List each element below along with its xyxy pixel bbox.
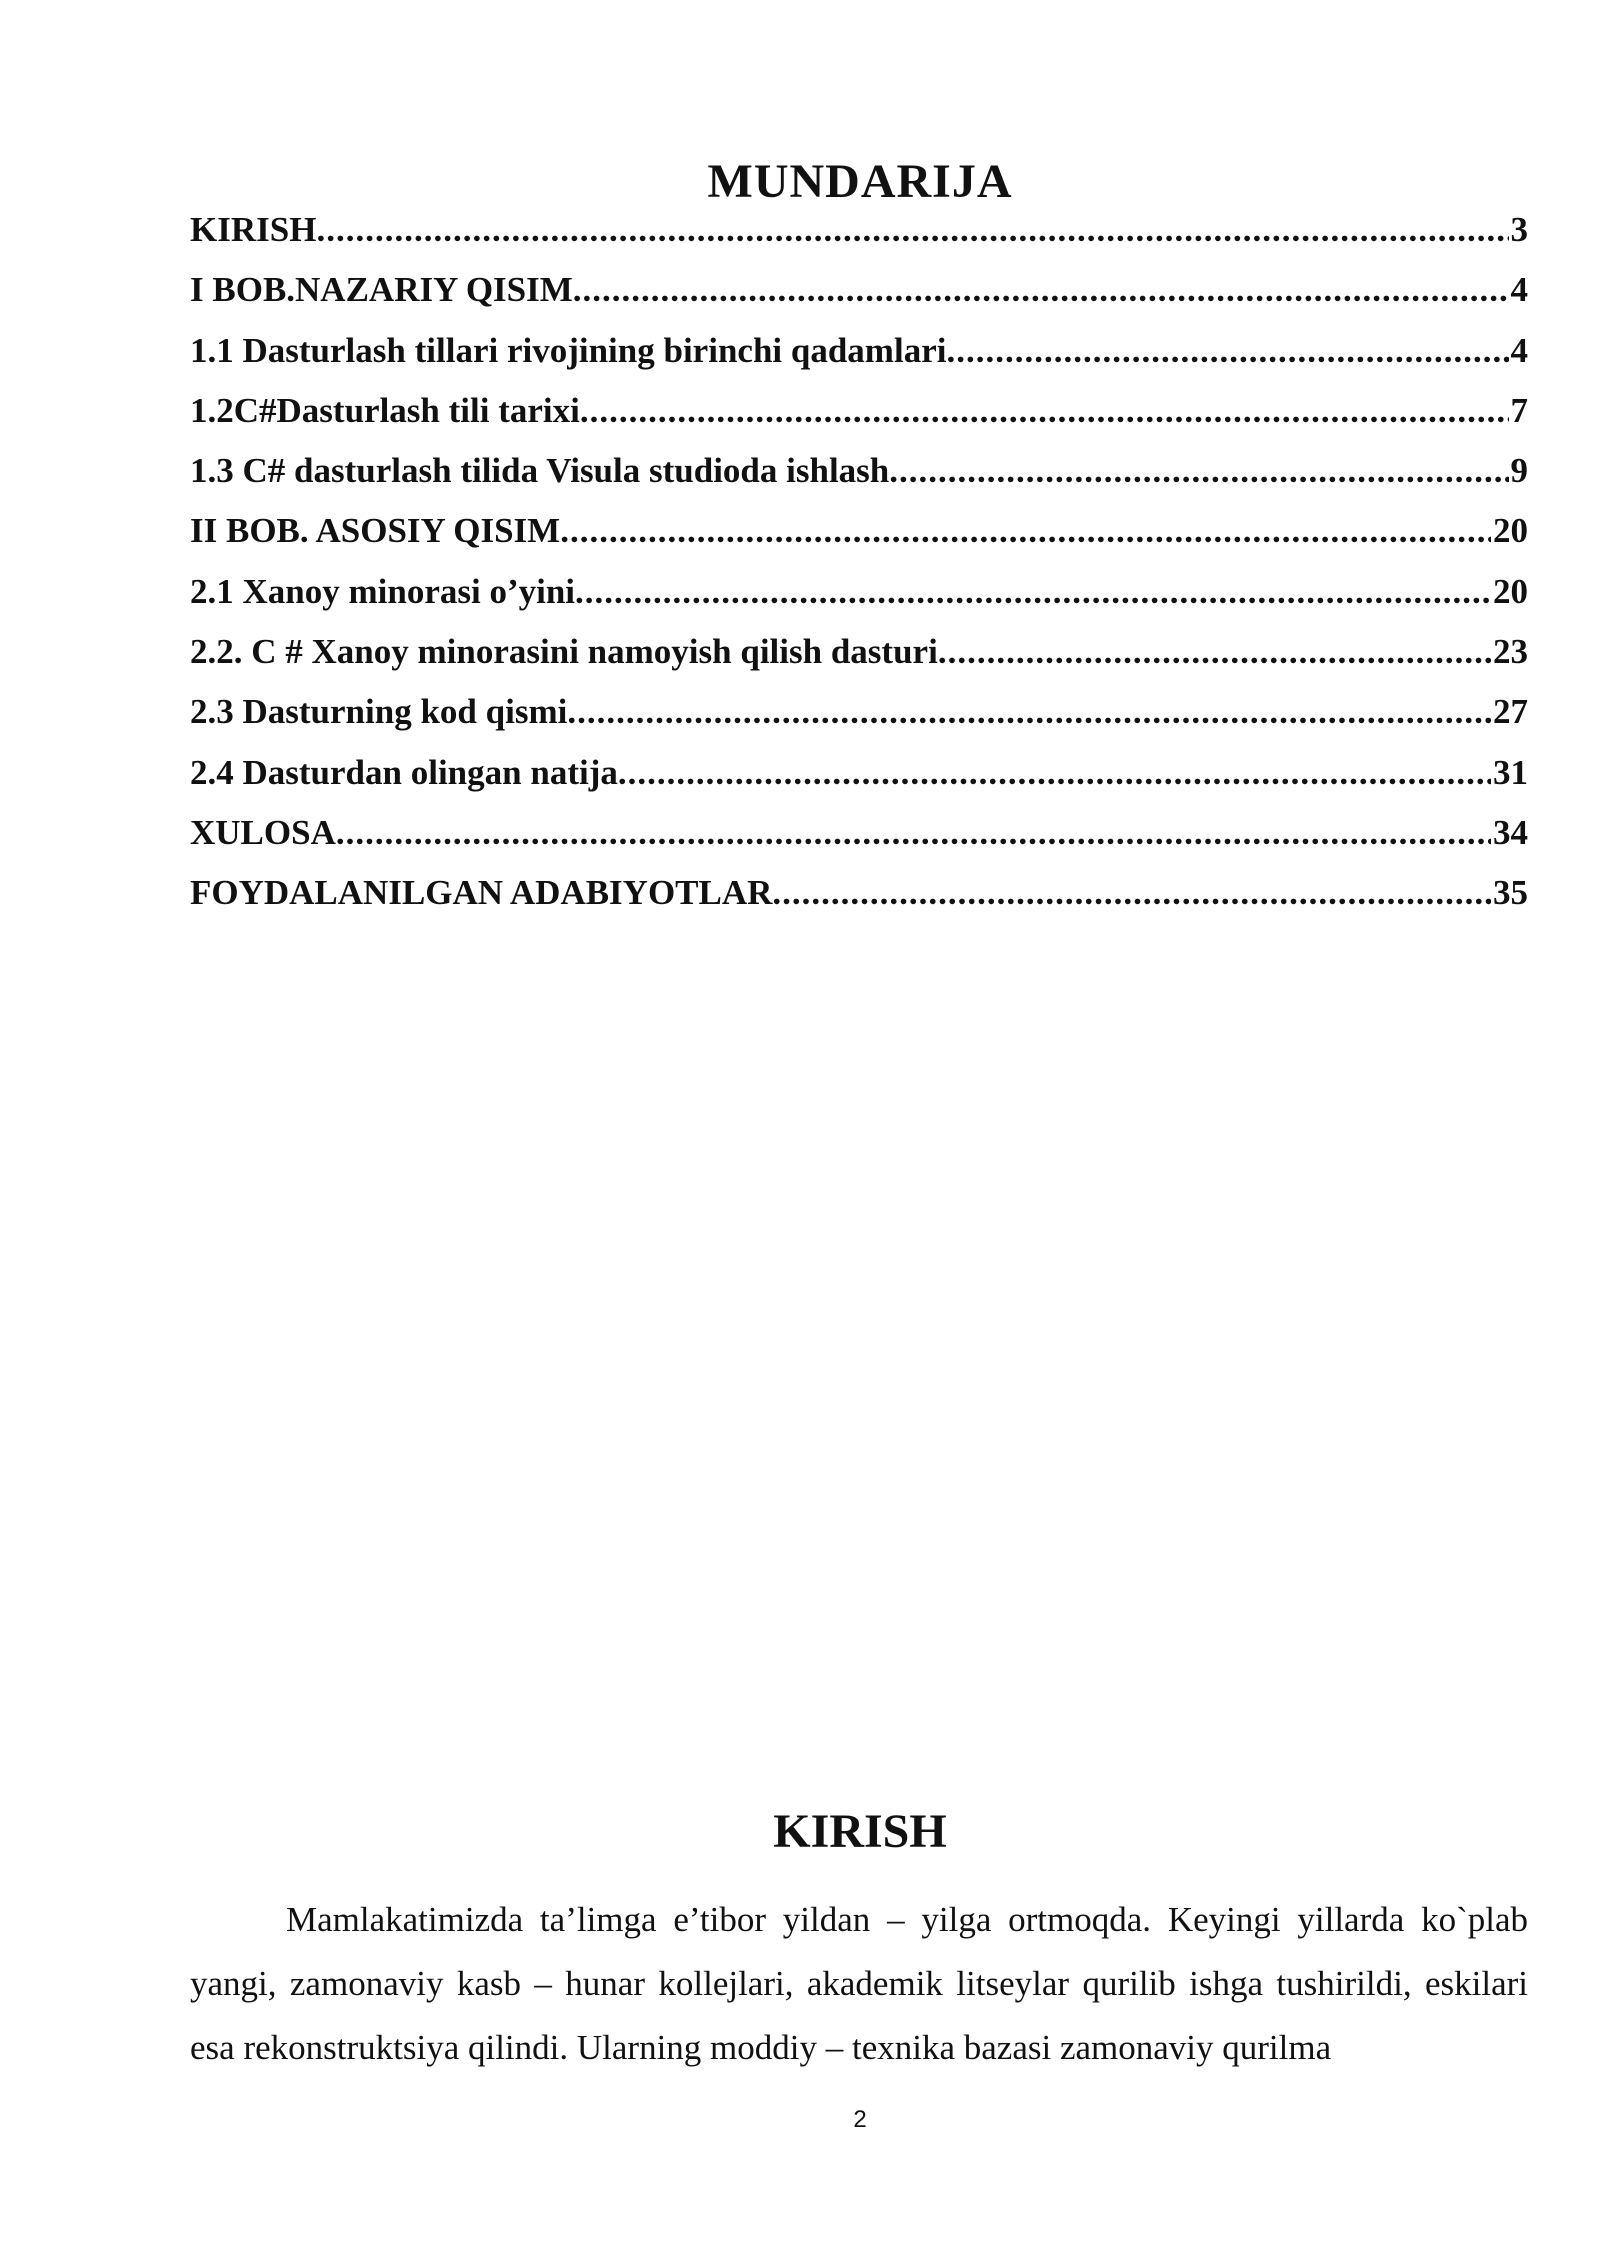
toc-dot-leader <box>336 813 1491 853</box>
toc-entry-label: 1.1 Dasturlash tillari rivojining birinchi qadamlari <box>190 330 947 370</box>
toc-entry[interactable] <box>190 873 1528 933</box>
toc-entry-label: 2.2. C # Xanoy minorasini namoyish qilish dasturi <box>190 632 938 672</box>
toc-entry-label: 2.1 Xanoy minorasi o’yini <box>190 571 576 611</box>
toc-dot-leader <box>618 753 1491 793</box>
toc-entry[interactable] <box>190 572 1528 632</box>
toc-entry[interactable] <box>190 753 1528 813</box>
toc-title: MUNDARIJA <box>707 155 1013 208</box>
toc-entry[interactable] <box>190 210 1528 270</box>
toc-dot-leader <box>772 873 1491 913</box>
toc-dot-leader <box>575 572 1491 612</box>
toc-entry-page: 35 <box>1493 873 1528 913</box>
page-number: 2 <box>853 2106 867 2133</box>
toc-entry-page: 34 <box>1493 812 1528 852</box>
toc-entry-page: 4 <box>1510 330 1528 370</box>
toc-entry[interactable] <box>190 632 1528 692</box>
toc-dot-leader <box>560 511 1491 551</box>
toc-dot-leader <box>580 391 1509 431</box>
toc-entry-page: 31 <box>1493 752 1528 792</box>
toc-entry-page: 20 <box>1493 571 1528 611</box>
toc-dot-leader <box>889 451 1508 491</box>
toc-entry-page: 7 <box>1510 390 1528 430</box>
toc-entry-label: 2.4 Dasturdan olingan natija <box>190 752 618 792</box>
toc-entry-page: 27 <box>1493 692 1528 732</box>
toc-entry-label: 1.2C#Dasturlash tili tarixi <box>190 390 580 430</box>
toc-entry[interactable] <box>190 391 1528 451</box>
intro-paragraph: Mamlakatimizda ta’limga e’tibor yildan – yilga ortmoqda. Keyingi yillarda ko`plab yangi, zamonaviy kasb – hunar kollejlari, akademik litseylar qurilib ishga tushirildi, eskilari esa rekonstruktsiya qilindi. Ularning moddiy – texnika bazasi zamonaviy qurilma <box>190 1900 1528 2067</box>
toc-entry-page: 23 <box>1493 632 1528 672</box>
toc-dot-leader <box>567 692 1491 732</box>
toc-dot-leader <box>316 210 1508 250</box>
toc-dot-leader <box>938 632 1491 672</box>
toc-entry-label: KIRISH <box>190 210 317 249</box>
toc-entry[interactable] <box>190 692 1528 752</box>
toc-entry-label: II BOB. ASOSIY QISIM <box>190 511 561 551</box>
toc-entry-label: XULOSA <box>190 812 336 852</box>
toc-dot-leader <box>946 331 1508 371</box>
table-of-contents <box>190 210 1528 934</box>
toc-entry[interactable] <box>190 511 1528 571</box>
toc-entry-page: 20 <box>1493 511 1528 551</box>
toc-entry-page: 3 <box>1510 210 1528 249</box>
toc-entry-label: FOYDALANILGAN ADABIYOTLAR <box>190 873 773 913</box>
section-title-kirish: KIRISH <box>773 1805 947 1858</box>
toc-entry-label: I BOB.NAZARIY QISIM <box>190 270 573 310</box>
toc-entry-page: 4 <box>1510 270 1528 310</box>
toc-entry[interactable] <box>190 813 1528 873</box>
toc-dot-leader <box>573 270 1509 310</box>
toc-entry[interactable] <box>190 331 1528 391</box>
toc-entry[interactable] <box>190 270 1528 330</box>
toc-entry-label: 1.3 C# dasturlash tilida Visula studioda ishlash <box>190 451 890 491</box>
toc-entry[interactable] <box>190 451 1528 511</box>
toc-entry-label: 2.3 Dasturning kod qismi <box>190 692 568 732</box>
toc-entry-page: 9 <box>1510 451 1528 491</box>
